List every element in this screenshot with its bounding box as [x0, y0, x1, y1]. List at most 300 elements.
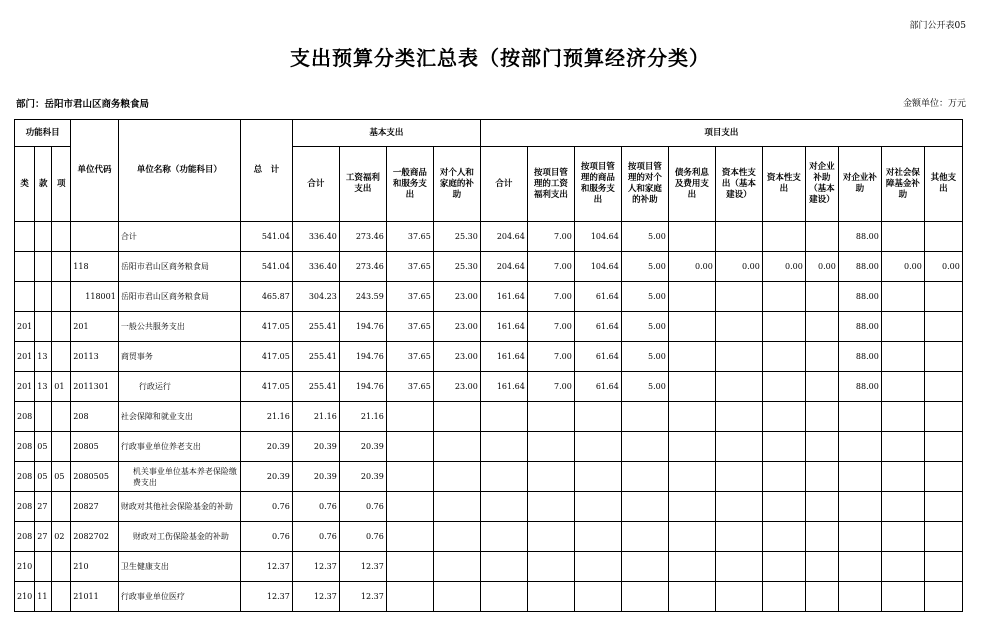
cell-p-ent: [838, 462, 881, 492]
cell-b-personal: 23.00: [433, 372, 480, 402]
cell-p-ent-build: [805, 582, 838, 612]
cell-b-total: 20.39: [292, 432, 339, 462]
cell-p-capital: [762, 222, 805, 252]
table-row: [15, 522, 963, 552]
cell-p-total: 204.64: [480, 222, 527, 252]
header-project-col: 合计: [480, 147, 527, 222]
cell-kuan: [35, 252, 52, 282]
cell-total: 20.39: [240, 462, 292, 492]
cell-total: 417.05: [240, 372, 292, 402]
header-project-col: 对企业补助: [838, 147, 881, 222]
cell-xiang: [52, 582, 71, 612]
cell-name: 岳阳市君山区商务粮食局: [118, 252, 240, 282]
cell-total: 541.04: [240, 222, 292, 252]
cell-p-wage: [527, 522, 574, 552]
cell-p-ent: 88.00: [838, 252, 881, 282]
cell-p-other: [924, 282, 962, 312]
cell-p-ent-build: 0.00: [805, 252, 838, 282]
cell-xiang: [52, 342, 71, 372]
cell-total: 0.76: [240, 492, 292, 522]
cell-b-wage: 273.46: [339, 222, 386, 252]
cell-b-goods: 37.65: [386, 312, 433, 342]
cell-total: 12.37: [240, 552, 292, 582]
cell-p-other: [924, 372, 962, 402]
cell-p-capital: [762, 402, 805, 432]
cell-xiang: [52, 252, 71, 282]
table-row: [15, 462, 963, 492]
cell-xiang: 02: [52, 522, 71, 552]
cell-p-debt: [668, 342, 715, 372]
cell-p-ent: 88.00: [838, 222, 881, 252]
cell-p-capital: [762, 342, 805, 372]
cell-b-personal: 23.00: [433, 342, 480, 372]
cell-p-social: [881, 282, 924, 312]
cell-p-capital: [762, 522, 805, 552]
cell-kuan: 05: [35, 432, 52, 462]
cell-p-capital-build: [715, 492, 762, 522]
cell-name: 机关事业单位基本养老保险缴费支出: [118, 462, 240, 492]
cell-p-other: [924, 522, 962, 552]
cell-p-ent: 88.00: [838, 282, 881, 312]
cell-b-personal: 23.00: [433, 312, 480, 342]
cell-p-debt: 0.00: [668, 252, 715, 282]
cell-b-goods: 37.65: [386, 252, 433, 282]
cell-p-wage: [527, 432, 574, 462]
cell-code: 210: [71, 552, 119, 582]
cell-p-wage: [527, 552, 574, 582]
cell-p-ent: [838, 402, 881, 432]
cell-lei: 208: [15, 492, 35, 522]
table-row: [15, 342, 963, 372]
cell-b-goods: [386, 492, 433, 522]
cell-p-ent-build: [805, 342, 838, 372]
cell-b-wage: 0.76: [339, 522, 386, 552]
cell-b-total: 304.23: [292, 282, 339, 312]
cell-p-personal: [621, 522, 668, 552]
cell-code: 20827: [71, 492, 119, 522]
header-kuan: 款: [35, 147, 52, 222]
header-basic: 基本支出: [292, 120, 480, 147]
cell-p-goods: 61.64: [574, 372, 621, 402]
cell-p-ent-build: [805, 282, 838, 312]
table-row: [15, 432, 963, 462]
cell-lei: 208: [15, 522, 35, 552]
cell-p-ent-build: [805, 372, 838, 402]
cell-p-goods: 104.64: [574, 222, 621, 252]
cell-code: 20805: [71, 432, 119, 462]
cell-b-personal: 25.30: [433, 252, 480, 282]
cell-p-total: 161.64: [480, 342, 527, 372]
header-project-col: 对企业补助（基本建设）: [805, 147, 838, 222]
cell-p-capital: [762, 552, 805, 582]
header-basic-col: 一般商品和服务支出: [386, 147, 433, 222]
header-unit-name: 单位名称（功能科目）: [118, 120, 240, 222]
cell-name: 一般公共服务支出: [118, 312, 240, 342]
cell-total: 21.16: [240, 402, 292, 432]
cell-lei: 208: [15, 402, 35, 432]
cell-p-social: [881, 402, 924, 432]
cell-kuan: [35, 402, 52, 432]
cell-total: 417.05: [240, 342, 292, 372]
cell-code: 2080505: [71, 462, 119, 492]
cell-p-social: [881, 462, 924, 492]
cell-p-ent-build: [805, 462, 838, 492]
cell-p-wage: [527, 402, 574, 432]
cell-name: 行政事业单位养老支出: [118, 432, 240, 462]
cell-p-goods: [574, 462, 621, 492]
cell-p-social: [881, 522, 924, 552]
cell-code: [71, 222, 119, 252]
cell-p-personal: [621, 492, 668, 522]
form-number: 部门公开表05: [909, 21, 966, 31]
cell-p-debt: [668, 402, 715, 432]
cell-p-other: [924, 402, 962, 432]
cell-p-goods: 61.64: [574, 342, 621, 372]
header-basic-col: 工资福利支出: [339, 147, 386, 222]
cell-p-wage: 7.00: [527, 282, 574, 312]
cell-p-social: [881, 492, 924, 522]
cell-p-personal: 5.00: [621, 282, 668, 312]
header-project-col: 资本性支出: [762, 147, 805, 222]
cell-name: 商贸事务: [118, 342, 240, 372]
header-xiang: 项: [52, 147, 71, 222]
cell-name: 合计: [118, 222, 240, 252]
cell-b-wage: 194.76: [339, 342, 386, 372]
cell-xiang: [52, 492, 71, 522]
cell-p-social: [881, 372, 924, 402]
cell-p-debt: [668, 222, 715, 252]
table-row: [15, 222, 963, 252]
cell-lei: [15, 252, 35, 282]
cell-p-ent: [838, 552, 881, 582]
cell-b-wage: 243.59: [339, 282, 386, 312]
cell-b-wage: 194.76: [339, 372, 386, 402]
header-func-subject: 功能科目: [15, 120, 71, 147]
cell-p-social: 0.00: [881, 252, 924, 282]
cell-p-debt: [668, 492, 715, 522]
cell-b-goods: [386, 462, 433, 492]
cell-name: 财政对其他社会保险基金的补助: [118, 492, 240, 522]
cell-name: 行政事业单位医疗: [118, 582, 240, 612]
cell-b-goods: 37.65: [386, 222, 433, 252]
table-row: [15, 252, 963, 282]
cell-p-ent: [838, 522, 881, 552]
cell-p-personal: [621, 432, 668, 462]
cell-p-debt: [668, 312, 715, 342]
cell-p-ent: 88.00: [838, 342, 881, 372]
table-row: [15, 402, 963, 432]
cell-p-total: 161.64: [480, 282, 527, 312]
header-project: 项目支出: [480, 120, 962, 147]
cell-b-goods: 37.65: [386, 342, 433, 372]
cell-p-ent: [838, 432, 881, 462]
cell-b-goods: [386, 522, 433, 552]
cell-p-personal: 5.00: [621, 222, 668, 252]
cell-code: 118: [71, 252, 119, 282]
cell-p-goods: [574, 552, 621, 582]
cell-p-wage: 7.00: [527, 372, 574, 402]
table-row: [15, 312, 963, 342]
cell-p-personal: 5.00: [621, 252, 668, 282]
cell-b-wage: 12.37: [339, 582, 386, 612]
cell-p-personal: [621, 402, 668, 432]
cell-p-total: 161.64: [480, 372, 527, 402]
cell-b-total: 336.40: [292, 222, 339, 252]
cell-kuan: 13: [35, 342, 52, 372]
cell-p-other: [924, 492, 962, 522]
cell-lei: 210: [15, 582, 35, 612]
cell-p-capital: [762, 372, 805, 402]
header-basic-col: 合计: [292, 147, 339, 222]
cell-p-ent-build: [805, 432, 838, 462]
cell-p-wage: [527, 582, 574, 612]
header-project-col: 按项目管理的商品和服务支出: [574, 147, 621, 222]
table-row: [15, 282, 963, 312]
cell-p-capital-build: 0.00: [715, 252, 762, 282]
header-project-col: 债务利息及费用支出: [668, 147, 715, 222]
cell-p-personal: 5.00: [621, 372, 668, 402]
cell-b-wage: 273.46: [339, 252, 386, 282]
amount-unit: 金额单位：万元: [902, 99, 966, 109]
header-unit-code: 单位代码: [71, 120, 119, 222]
cell-p-social: [881, 222, 924, 252]
cell-kuan: [35, 552, 52, 582]
table-row: [15, 582, 963, 612]
cell-p-personal: [621, 552, 668, 582]
cell-p-debt: [668, 372, 715, 402]
cell-b-total: 12.37: [292, 552, 339, 582]
cell-p-other: [924, 312, 962, 342]
cell-p-capital-build: [715, 372, 762, 402]
cell-p-total: [480, 552, 527, 582]
cell-p-capital-build: [715, 462, 762, 492]
cell-lei: [15, 282, 35, 312]
cell-b-goods: 37.65: [386, 372, 433, 402]
cell-p-ent-build: [805, 402, 838, 432]
cell-p-total: 204.64: [480, 252, 527, 282]
expenditure-table: [14, 119, 963, 612]
cell-b-personal: 23.00: [433, 282, 480, 312]
cell-p-debt: [668, 552, 715, 582]
cell-xiang: [52, 222, 71, 252]
cell-lei: 208: [15, 432, 35, 462]
cell-p-capital: [762, 282, 805, 312]
header-project-col: 按项目管理的工资福利支出: [527, 147, 574, 222]
cell-kuan: 27: [35, 492, 52, 522]
cell-b-goods: [386, 582, 433, 612]
cell-b-goods: [386, 552, 433, 582]
cell-p-goods: [574, 432, 621, 462]
cell-p-debt: [668, 582, 715, 612]
cell-b-wage: 0.76: [339, 492, 386, 522]
cell-b-personal: [433, 552, 480, 582]
header-project-col: 按项目管理的对个人和家庭的补助: [621, 147, 668, 222]
cell-p-wage: 7.00: [527, 222, 574, 252]
cell-b-total: 255.41: [292, 372, 339, 402]
header-total: 总 计: [240, 120, 292, 222]
cell-p-personal: [621, 462, 668, 492]
cell-p-social: [881, 342, 924, 372]
cell-b-total: 255.41: [292, 342, 339, 372]
cell-xiang: [52, 402, 71, 432]
cell-p-ent-build: [805, 492, 838, 522]
cell-xiang: [52, 552, 71, 582]
cell-p-other: [924, 582, 962, 612]
cell-name: 社会保障和就业支出: [118, 402, 240, 432]
cell-p-other: [924, 432, 962, 462]
cell-p-ent: 88.00: [838, 372, 881, 402]
cell-code: 20113: [71, 342, 119, 372]
cell-total: 465.87: [240, 282, 292, 312]
cell-p-goods: [574, 522, 621, 552]
cell-p-total: [480, 582, 527, 612]
cell-p-debt: [668, 432, 715, 462]
cell-p-capital-build: [715, 582, 762, 612]
cell-name: 财政对工伤保险基金的补助: [118, 522, 240, 552]
cell-b-total: 12.37: [292, 582, 339, 612]
cell-b-personal: [433, 582, 480, 612]
cell-p-personal: [621, 582, 668, 612]
cell-p-ent: [838, 582, 881, 612]
cell-p-capital-build: [715, 342, 762, 372]
cell-p-capital-build: [715, 402, 762, 432]
cell-xiang: 05: [52, 462, 71, 492]
cell-kuan: 27: [35, 522, 52, 552]
cell-p-capital-build: [715, 432, 762, 462]
cell-code: 2082702: [71, 522, 119, 552]
table-row: [15, 492, 963, 522]
cell-b-total: 20.39: [292, 462, 339, 492]
cell-p-ent: 88.00: [838, 312, 881, 342]
cell-name: 岳阳市君山区商务粮食局: [118, 282, 240, 312]
cell-p-social: [881, 582, 924, 612]
cell-b-wage: 20.39: [339, 432, 386, 462]
cell-p-personal: 5.00: [621, 312, 668, 342]
cell-name: 行政运行: [118, 372, 240, 402]
cell-p-total: 161.64: [480, 312, 527, 342]
cell-p-capital-build: [715, 552, 762, 582]
cell-xiang: 01: [52, 372, 71, 402]
cell-p-capital-build: [715, 312, 762, 342]
cell-code: 2011301: [71, 372, 119, 402]
cell-kuan: [35, 282, 52, 312]
cell-xiang: [52, 312, 71, 342]
cell-b-personal: [433, 492, 480, 522]
cell-b-wage: 20.39: [339, 462, 386, 492]
cell-p-other: 0.00: [924, 252, 962, 282]
cell-p-debt: [668, 282, 715, 312]
cell-p-capital-build: [715, 522, 762, 552]
header-project-col: 资本性支出（基本建设）: [715, 147, 762, 222]
cell-b-total: 0.76: [292, 492, 339, 522]
cell-p-capital: 0.00: [762, 252, 805, 282]
cell-code: 118001: [71, 282, 119, 312]
cell-kuan: 13: [35, 372, 52, 402]
cell-p-wage: 7.00: [527, 252, 574, 282]
cell-p-other: [924, 222, 962, 252]
cell-p-other: [924, 342, 962, 372]
cell-p-capital-build: [715, 222, 762, 252]
cell-b-goods: [386, 402, 433, 432]
cell-name: 卫生健康支出: [118, 552, 240, 582]
cell-kuan: 05: [35, 462, 52, 492]
cell-b-total: 21.16: [292, 402, 339, 432]
cell-p-ent-build: [805, 552, 838, 582]
cell-b-personal: [433, 462, 480, 492]
cell-total: 417.05: [240, 312, 292, 342]
cell-p-ent: [838, 492, 881, 522]
cell-p-capital: [762, 312, 805, 342]
cell-p-debt: [668, 462, 715, 492]
cell-b-wage: 194.76: [339, 312, 386, 342]
cell-xiang: [52, 282, 71, 312]
cell-code: 208: [71, 402, 119, 432]
cell-p-capital: [762, 582, 805, 612]
cell-p-capital-build: [715, 282, 762, 312]
cell-p-capital: [762, 432, 805, 462]
cell-p-goods: [574, 402, 621, 432]
cell-p-total: [480, 432, 527, 462]
cell-kuan: [35, 312, 52, 342]
cell-p-ent-build: [805, 522, 838, 552]
cell-lei: 201: [15, 312, 35, 342]
table-row: [15, 372, 963, 402]
cell-p-goods: 61.64: [574, 282, 621, 312]
cell-b-personal: [433, 402, 480, 432]
header-basic-col: 对个人和家庭的补助: [433, 147, 480, 222]
cell-p-goods: 104.64: [574, 252, 621, 282]
cell-xiang: [52, 432, 71, 462]
cell-lei: [15, 222, 35, 252]
cell-p-other: [924, 462, 962, 492]
header-row-1: [15, 120, 963, 147]
cell-p-total: [480, 402, 527, 432]
cell-b-total: 255.41: [292, 312, 339, 342]
cell-lei: 201: [15, 342, 35, 372]
cell-p-goods: 61.64: [574, 312, 621, 342]
header-project-col: 对社会保障基金补助: [881, 147, 924, 222]
header-project-col: 其他支出: [924, 147, 962, 222]
cell-b-wage: 21.16: [339, 402, 386, 432]
cell-total: 541.04: [240, 252, 292, 282]
cell-p-capital: [762, 462, 805, 492]
cell-lei: 208: [15, 462, 35, 492]
cell-lei: 210: [15, 552, 35, 582]
cell-p-ent-build: [805, 222, 838, 252]
cell-p-social: [881, 552, 924, 582]
cell-p-total: [480, 492, 527, 522]
cell-p-wage: [527, 492, 574, 522]
cell-b-total: 336.40: [292, 252, 339, 282]
cell-p-wage: [527, 462, 574, 492]
cell-p-total: [480, 522, 527, 552]
cell-p-goods: [574, 492, 621, 522]
cell-b-goods: [386, 432, 433, 462]
cell-code: 201: [71, 312, 119, 342]
cell-total: 0.76: [240, 522, 292, 552]
cell-kuan: [35, 222, 52, 252]
cell-b-goods: 37.65: [386, 282, 433, 312]
cell-b-personal: 25.30: [433, 222, 480, 252]
cell-kuan: 11: [35, 582, 52, 612]
cell-total: 12.37: [240, 582, 292, 612]
cell-p-personal: 5.00: [621, 342, 668, 372]
header-lei: 类: [15, 147, 35, 222]
cell-p-debt: [668, 522, 715, 552]
cell-p-wage: 7.00: [527, 342, 574, 372]
cell-b-personal: [433, 522, 480, 552]
page-title: 支出预算分类汇总表（按部门预算经济分类）: [290, 46, 710, 70]
